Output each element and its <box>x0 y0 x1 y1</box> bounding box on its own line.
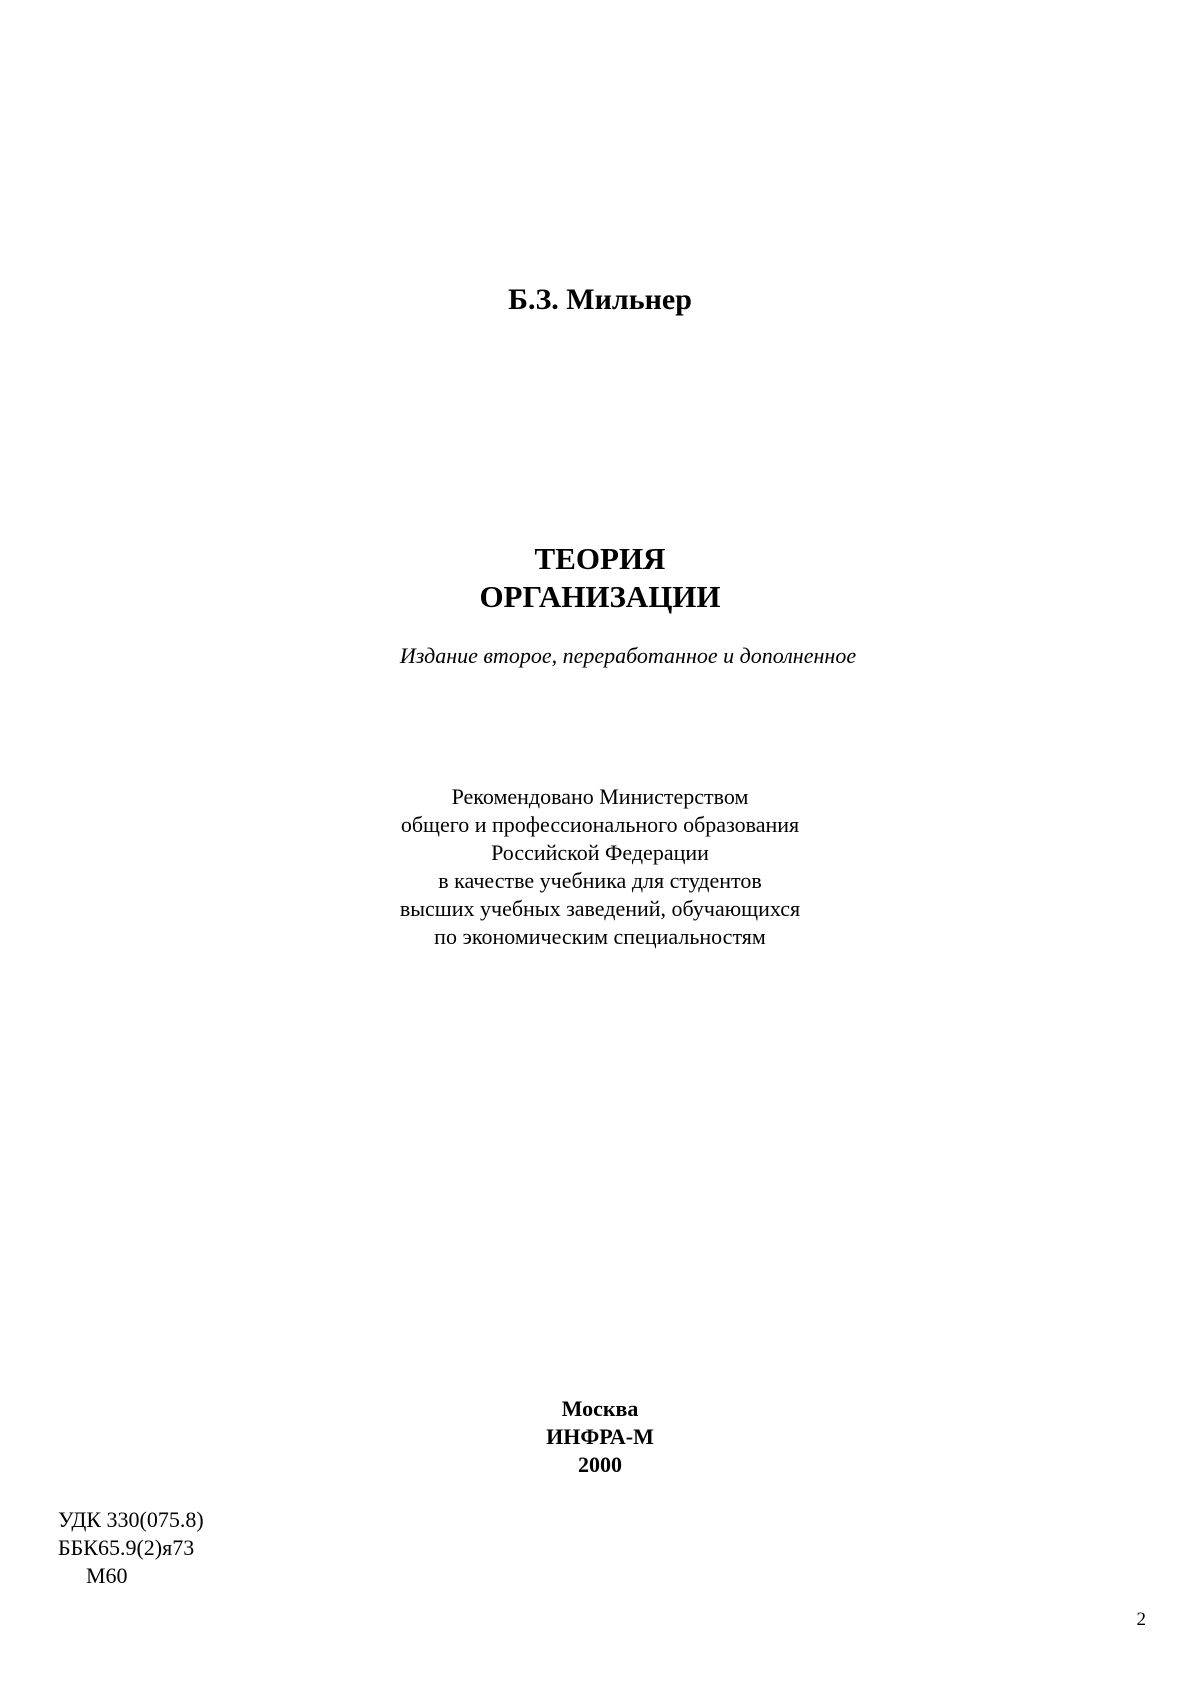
recommendation-line: Российской Федерации <box>491 840 709 865</box>
author-name: Б.З. Мильнер <box>508 283 692 316</box>
book-title-line-1: ТЕОРИЯ <box>534 541 666 576</box>
recommendation-line: по экономическим специальностям <box>434 924 766 949</box>
udk-code: УДК 330(075.8) <box>58 1507 204 1532</box>
recommendation-line: в качестве учебника для студентов <box>438 868 762 893</box>
page-number: 2 <box>1136 1609 1146 1630</box>
bbk-code: ББК65.9(2)я73 <box>58 1535 195 1560</box>
publisher-block <box>0 1395 1200 1479</box>
publisher-city: Москва <box>561 1396 639 1421</box>
recommendation-line: общего и профессионального образования <box>400 812 800 837</box>
classification-codes <box>58 1506 204 1590</box>
recommendation-line: Рекомендовано Министерством <box>451 784 749 809</box>
recommendation-text <box>0 783 1200 951</box>
book-title <box>0 540 1200 616</box>
book-title-line-2: ОРГАНИЗАЦИИ <box>479 579 721 614</box>
recommendation-line: высших учебных заведений, обучающихся <box>399 896 801 921</box>
author-mark-code: М60 <box>86 1563 128 1588</box>
edition-note: Издание второе, переработанное и дополненное <box>399 643 857 668</box>
publication-year: 2000 <box>578 1452 622 1477</box>
publisher-name: ИНФРА-М <box>546 1424 654 1449</box>
